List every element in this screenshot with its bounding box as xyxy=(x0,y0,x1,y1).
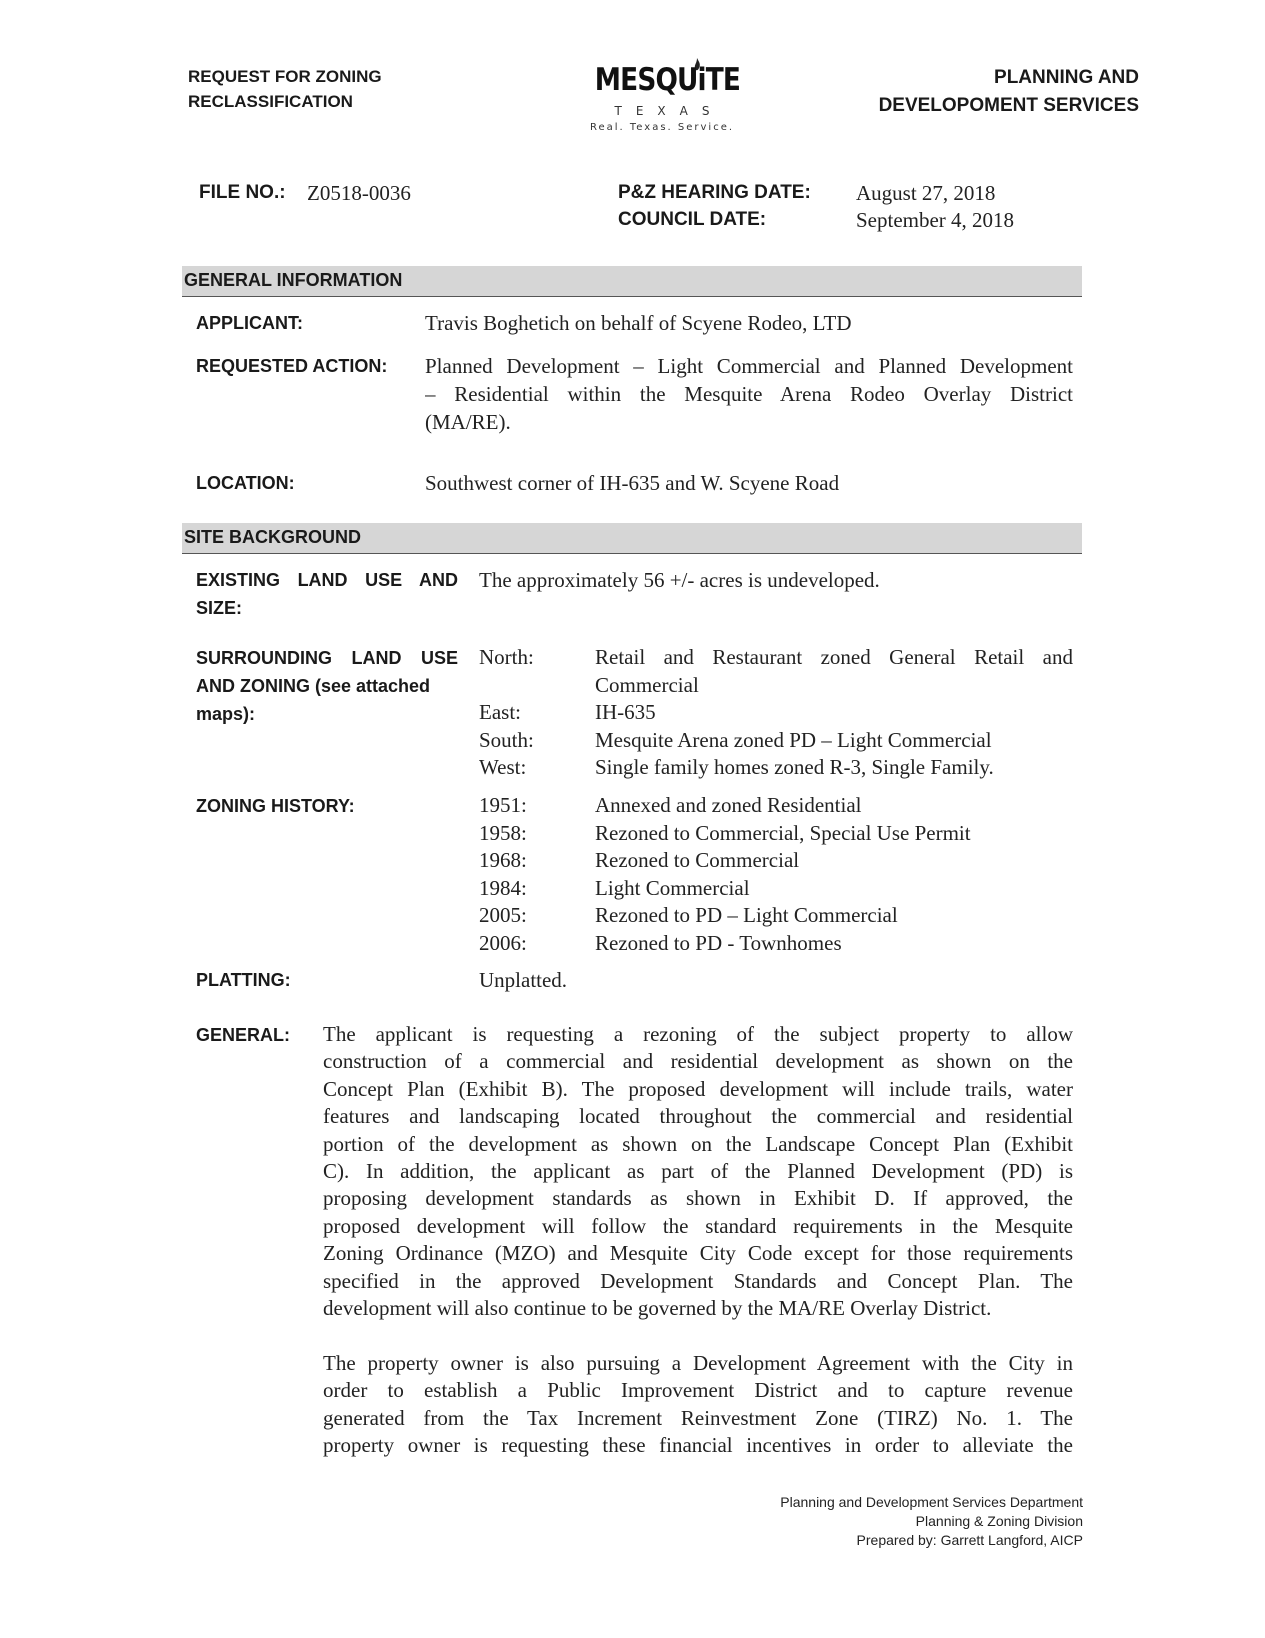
file-no-label: FILE NO.: xyxy=(199,182,286,203)
requested-action-line3: (MA/RE). xyxy=(425,410,511,434)
applicant-label: APPLICANT: xyxy=(196,313,303,333)
general-p1-line: proposing development standards as shown in Exhibit D. If approved, the xyxy=(323,1186,1073,1211)
logo-tagline: Real. Texas. Service. xyxy=(589,122,735,133)
general-p2-line: generated from the Tax Increment Reinvestment Zone (TIRZ) No. 1. The xyxy=(323,1405,1073,1430)
surrounding-label-line1: SURROUNDING LAND USE xyxy=(196,648,458,668)
general-p1-line: The applicant is requesting a rezoning of the subject property to allow xyxy=(323,1022,1073,1046)
logo-name: MESQUiTE xyxy=(594,62,741,98)
list-item xyxy=(479,902,1073,930)
surrounding-north-text2: Commercial xyxy=(595,672,699,697)
existing-land-use-label xyxy=(196,566,458,622)
surrounding-label-line2: AND ZONING (see attached xyxy=(196,676,431,696)
footer-prepared-by: Prepared by: Garrett Langford, AICP xyxy=(856,1532,1083,1548)
list-item xyxy=(479,699,1073,727)
department-title-line2: DEVELOPOMENT SERVICES xyxy=(878,95,1139,116)
history-year: 2006: xyxy=(479,930,527,955)
logo-state: TEXAS xyxy=(614,104,724,118)
list-item xyxy=(479,847,1073,875)
surrounding-south-text: Mesquite Arena zoned PD – Light Commercial xyxy=(595,727,992,752)
history-year: 1958: xyxy=(479,820,527,845)
history-text: Rezoned to PD – Light Commercial xyxy=(595,903,898,927)
surrounding-north-text: Retail and Restaurant zoned General Retail and xyxy=(595,645,1073,669)
general-p1-line: development will also continue to be governed by the MA/RE Overlay District. xyxy=(323,1295,992,1320)
general-p1-line: specified in the approved Development Standards and Concept Plan. The xyxy=(323,1268,1073,1293)
surrounding-list xyxy=(479,644,1073,782)
zoning-history-list xyxy=(479,792,1073,957)
file-no: Z0518-0036 xyxy=(307,181,411,205)
department-title-line1: PLANNING AND xyxy=(994,67,1139,88)
history-year: 1951: xyxy=(479,793,527,817)
document-type-line1: REQUEST FOR ZONING xyxy=(188,67,382,86)
list-item xyxy=(479,792,1073,820)
requested-action-label: REQUESTED ACTION: xyxy=(196,356,388,376)
surrounding-west-text: Single family homes zoned R-3, Single Family. xyxy=(595,755,994,779)
general-p1-line: Zoning Ordinance (MZO) and Mesquite City Code except for those requirements xyxy=(323,1241,1073,1266)
history-year: 1984: xyxy=(479,875,527,900)
document-type-line2: RECLASSIFICATION xyxy=(188,92,353,111)
list-item xyxy=(479,754,1073,782)
footer-division: Planning & Zoning Division xyxy=(915,1513,1083,1529)
general-paragraph-2 xyxy=(323,1350,1073,1460)
history-year: 1968: xyxy=(479,848,527,872)
history-year: 2005: xyxy=(479,903,527,927)
general-p1-line: Concept Plan (Exhibit B). The proposed development will include trails, water xyxy=(323,1076,1073,1101)
list-item xyxy=(479,875,1073,903)
list-item xyxy=(479,644,1073,699)
existing-land-use-label-line1: EXISTING LAND USE AND xyxy=(196,570,458,590)
location-value: Southwest corner of IH-635 and W. Scyene Road xyxy=(425,471,840,495)
surrounding-land-use-label xyxy=(196,644,458,728)
footer-department: Planning and Development Services Department xyxy=(780,1494,1083,1510)
site-background-title: SITE BACKGROUND xyxy=(184,527,362,547)
location-label: LOCATION: xyxy=(196,473,295,493)
page-footer xyxy=(780,1493,1083,1550)
zoning-history-label: ZONING HISTORY: xyxy=(196,796,355,816)
applicant-value: Travis Boghetich on behalf of Scyene Rodeo, LTD xyxy=(425,311,852,335)
general-p1-line: proposed development will follow the standard requirements in the Mesquite xyxy=(323,1213,1073,1238)
mesquite-logo xyxy=(582,58,742,133)
history-text: Annexed and zoned Residential xyxy=(595,793,862,817)
general-information-title: GENERAL INFORMATION xyxy=(184,270,403,290)
department-title xyxy=(879,64,1139,120)
surrounding-east-text: IH-635 xyxy=(595,700,656,724)
requested-action-line1: Planned Development – Light Commercial and Planned Development xyxy=(425,354,1073,378)
hearing-date-label: P&Z HEARING DATE: xyxy=(618,182,811,203)
general-p1-line: portion of the development as shown on the Landscape Concept Plan (Exhibit xyxy=(323,1131,1073,1156)
requested-action-value xyxy=(425,352,1073,436)
direction-south: South: xyxy=(479,727,534,752)
history-text: Light Commercial xyxy=(595,875,750,900)
document-type xyxy=(188,64,382,114)
surrounding-label-line3: maps): xyxy=(196,704,256,724)
hearing-date: August 27, 2018 xyxy=(856,181,996,205)
general-p1-line: features and landscaping located throughout the commercial and residential xyxy=(323,1104,1073,1129)
general-paragraph-1 xyxy=(323,1021,1073,1322)
direction-east: East: xyxy=(479,700,521,724)
general-p1-line: C). In addition, the applicant as part of the Planned Development (PD) is xyxy=(323,1158,1073,1183)
direction-north: North: xyxy=(479,645,534,669)
general-p2-line: order to establish a Public Improvement District and to capture revenue xyxy=(323,1378,1073,1403)
platting-value: Unplatted. xyxy=(479,968,568,992)
existing-land-use-label-line2: SIZE: xyxy=(196,598,243,618)
general-p2-line: property owner is requesting these financial incentives in order to alleviate the xyxy=(323,1433,1073,1458)
council-date: September 4, 2018 xyxy=(856,208,1015,232)
general-p1-line: construction of a commercial and residential development as shown on the xyxy=(323,1049,1073,1074)
direction-west: West: xyxy=(479,755,527,779)
general-information-header xyxy=(182,266,1082,297)
general-p2-line: The property owner is also pursuing a Development Agreement with the City in xyxy=(323,1351,1073,1375)
history-text: Rezoned to Commercial, Special Use Permit xyxy=(595,820,971,845)
history-text: Rezoned to Commercial xyxy=(595,848,800,872)
list-item xyxy=(479,820,1073,848)
existing-land-use-value: The approximately 56 +/- acres is undeveloped. xyxy=(479,568,880,592)
platting-label: PLATTING: xyxy=(196,970,291,990)
requested-action-line2: – Residential within the Mesquite Arena Rodeo Overlay District xyxy=(425,382,1073,406)
list-item xyxy=(479,930,1073,958)
council-date-label: COUNCIL DATE: xyxy=(618,209,767,230)
list-item xyxy=(479,727,1073,755)
general-label: GENERAL: xyxy=(196,1025,290,1045)
history-text: Rezoned to PD - Townhomes xyxy=(595,930,842,955)
site-background-header xyxy=(182,523,1082,554)
